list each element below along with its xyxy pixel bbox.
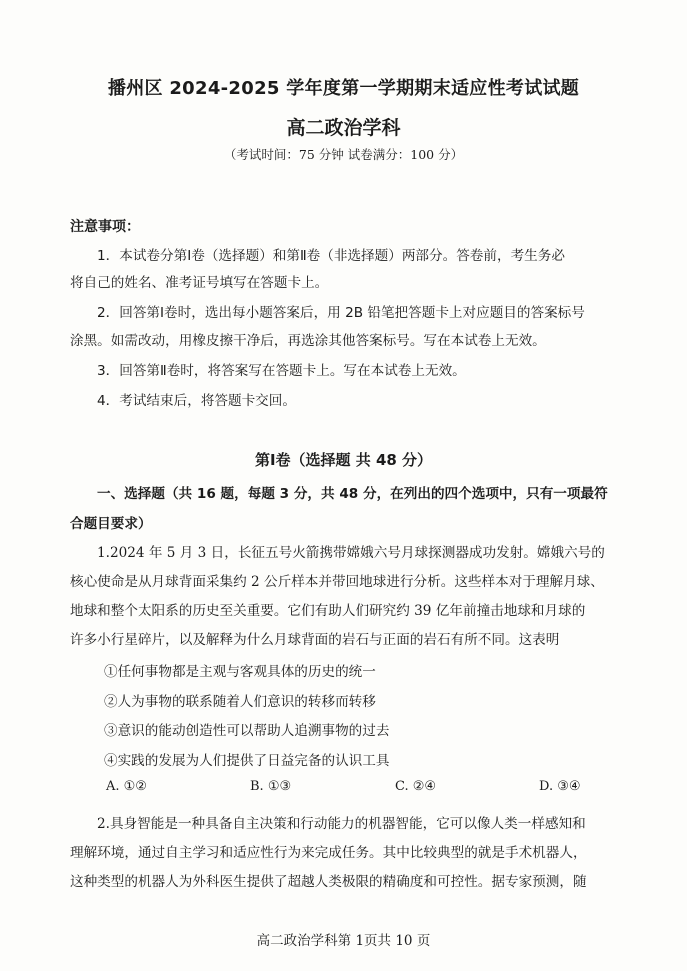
notice-line: 3．回答第Ⅱ卷时，将答案写在答题卡上。写在本试卷上无效。 [97, 363, 466, 379]
answer-option-d: D. ③④ [539, 779, 581, 794]
answer-option-a: A. ①② [106, 779, 147, 794]
question-text: 2.具身智能是一种具备自主决策和行动能力的机器智能，它可以像人类一样感知和 [97, 816, 586, 832]
notice-line: 2．回答第Ⅰ卷时，选出每小题答案后，用 2B 铅笔把答题卡上对应题目的答案标号 [97, 305, 585, 321]
section-title: 第Ⅰ卷（选择题 共 48 分） [254, 451, 433, 469]
exam-title: 播州区 2024-2025 学年度第一学期期末适应性考试试题 [107, 78, 580, 99]
notice-line: 涂黑。如需改动，用橡皮擦干净后，再选涂其他答案标号。写在本试卷上无效。 [70, 333, 546, 349]
notice-line: 1．本试卷分第Ⅰ卷（选择题）和第Ⅱ卷（非选择题）两部分。答卷前，考生务必 [97, 248, 565, 264]
question-text: 地球和整个太阳系的历史至关重要。它们有助人们研究约 39 亿年前撞击地球和月球的 [70, 603, 586, 619]
exam-meta: （考试时间：75 分钟 试卷满分：100 分） [223, 147, 464, 162]
answer-option-b: B. ①③ [250, 779, 292, 794]
question-text: 核心使命是从月球背面采集约 2 公斤样本并带回地球进行分析。这些样本对于理解月球、 [70, 574, 604, 590]
question-text: 理解环境，通过自主学习和适应性行为来完成任务。其中比较典型的就是手术机器人， [70, 845, 587, 861]
section-instruction: 一、选择题（共 16 题，每题 3 分，共 48 分，在列出的四个选项中，只有一项最符 [97, 486, 608, 502]
notice-line: 4．考试结束后，将答题卡交回。 [97, 393, 296, 409]
statement-item: ①任何事物都是主观与客观具体的历史的统一 [104, 664, 376, 680]
page-footer: 高二政治学科第 1页共 10 页 [256, 933, 431, 949]
statement-item: ②人为事物的联系随着人们意识的转移而转移 [104, 694, 376, 710]
section-instruction: 合题目要求） [70, 516, 152, 532]
question-text: 许多小行星碎片，以及解释为什么月球背面的岩石与正面的岩石有所不同。这表明 [70, 632, 560, 648]
statement-item: ④实践的发展为人们提供了日益完备的认识工具 [104, 753, 390, 769]
subject-title: 高二政治学科 [286, 117, 401, 139]
question-text: 1.2024 年 5 月 3 日，长征五号火箭携带嫦娥六号月球探测器成功发射。嫦娥六号的 [97, 545, 605, 561]
question-text: 这种类型的机器人为外科医生提供了超越人类极限的精确度和可控性。据专家预测，随 [70, 874, 587, 890]
notice-heading: 注意事项： [70, 219, 140, 235]
notice-line: 将自己的姓名、准考证号填写在答题卡上。 [70, 275, 329, 291]
answer-option-c: C. ②④ [395, 779, 437, 794]
statement-item: ③意识的能动创造性可以帮助人追溯事物的过去 [104, 723, 390, 739]
